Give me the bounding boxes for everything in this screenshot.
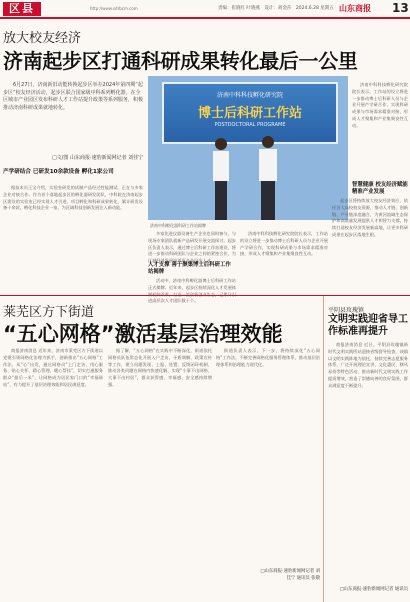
person-right-figure: [256, 134, 280, 220]
header-divider: [0, 17, 410, 19]
article1-subhead: 产学研结合 已研发10余款设备 孵化1家公司: [3, 169, 114, 175]
article1-col1: 据技术员王宝介绍，实验室研发的试制产品经过性能测试，正在与多家企业对接合作。作为首个落地起步区的孵化器研发团队，中科院在济南起步区建设的实验室已经实现人才引进、项目孵化和科研成果转化，累计研发设备十余款，孵化科技企业一家，为区域科技创新发展注入新动能。: [3, 185, 143, 211]
photo-banner: [162, 82, 338, 144]
article1-headline: 济南起步区打通科研成果转化最后一公里: [3, 49, 358, 73]
article1-byline: □文/图 山东商报·速豹新闻网记者 刘佳宁: [52, 155, 144, 161]
article1-box3-head: 智慧健康 校友经济赋能精准产业发展: [352, 182, 408, 195]
section-divider: [0, 295, 410, 296]
page-header: [0, 0, 410, 17]
article1-col3: 济南中科科技孵化研究院院长表示，工作站的设立将进一步推动博士后科研人员与企业开展产学研合作，实现科研成果与市场需求精准对接，形成人才聚集和产业集聚良性互动。: [240, 231, 328, 257]
article2-col2: 据了解，“五心网格”在实践中不断深化，街道依托网格员队伍常态化开展入户走访、矛盾调解、政策宣传等工作，建立问题发现、上报、处置、反馈闭环机制，推动各类问题在网格内快速化解，实现“小事不出网格、大事不出村居”，群众获得感、幸福感、安全感持续增强。: [108, 348, 212, 387]
article2-credit: □山东商报·速豹新闻网记者 刘佳宁 通讯员 张敬: [260, 569, 320, 581]
article1-lead: 6月27日，济南新旧动能转换起步区举办2024年第四期“起步区”校友经济活动，起步区联合国家级中科系列孵化器，在全区城市产业园区发布科研人才工作站提升政策等系列服务，积极推动济南科研成果就地转化。: [3, 82, 144, 111]
photo-caption: 济南中科孵化器科研工作站揭牌: [150, 223, 206, 228]
sidebar-credit: □山东商报·速豹新闻网记者 通讯员: [339, 587, 408, 592]
site-url: http://www.sdrbcm.com: [90, 6, 138, 11]
article2-col1: 商报济南消息 近年来，济南市莱芜区方下街道以党建引领网格化治理为抓手，创新推出“五心网格”工作法，从“心”出发，通过网格员“上门走访、用心服务、贴心关怀、精心管理、暖心帮扶”，切实打通服务群众“最后一米”，让网格成为居民家门口的“幸福驿站”，有力提升了基层治理效能和居民满意度。: [3, 348, 103, 387]
person-left-figure: [210, 136, 232, 220]
article1-col2b: 活动中，济南中科孵化器博士后科研工作站正式揭牌。近年来，起步区持续深化人才发展体 进高层次人才团队数十个。: [148, 278, 236, 304]
photo-banner-line3: POSTDOCTORAL PROGRAME: [214, 122, 286, 128]
sidebar-headline: 文明实践迎省导工作标准再提升: [328, 314, 408, 337]
sidebar-kicker: 平阴县玫瑰镇: [328, 307, 365, 314]
sidebar-divider: [323, 296, 324, 602]
article2-kicker: 莱芜区方下街道: [3, 305, 95, 320]
editor-meta: 责编：崔晓红 叶晓燕 设计：胡金莎 2024.6.28 星期五: [218, 6, 334, 11]
page-number: 13: [392, 1, 409, 15]
sidebar-body: 商报济南消息 近日，平阴县玫瑰镇新时代文明实践所站迎接省级督导检查，该镇以文明实践阵地为依托，持续完善志愿服务体系，广泛开展理论宣讲、文化惠民、移风易俗等特色活动，推动新时代文明实践工作提质增效，营造了崇德向善的良好氛围，群众满意度不断提升。: [328, 342, 408, 388]
article1-col2: 多家先进仪器设备生产企业也同时参与，与现场专家团队就新产品研发开展交流探讨。起步区负责人表示，通过博士后科研工作站建设，将进一步推动科研团队与企业之间的紧密合作，为区域经济发展培养更多高层次人才。: [148, 231, 236, 264]
article1-kicker: 放大校友经济: [3, 31, 82, 46]
photo-banner-line2: 博士后科研工作站: [197, 106, 302, 121]
section-label: 区县: [3, 2, 41, 16]
article2-col3: 街道负责人表示，下一步，将持续深化“五心网格”工作法，不断完善网格化服务管理体系，推动基层治理体系和治理能力现代化。: [216, 348, 320, 367]
article2-headline: “五心网格”激活基层治理效能: [3, 322, 283, 346]
article1-right-col-top: 济南中科科技孵化研究院院长表示，工作站的设立将进一步推动博士后科研人员与企业开展产学研合作，实现科研成果与市场需求精准对接，形成人才聚集和产业集聚良性互动。: [352, 82, 408, 128]
article1-col3b: 起步区将持续放大校友经济效应，依托各大高校校友资源，推动人才链、创新链、产业链深度融合，为黄河流域生态保护和高质量发展提供人才和智力支撑，持续打造校友经济发展新高地，让更多科研成果在起步区落地生根。: [332, 198, 408, 237]
article-photo: [148, 76, 348, 220]
brand-logo: 山东商报: [339, 4, 371, 13]
article1-box2-head: 人才支撑 善于聚集博士后科研工作站揭牌: [148, 262, 231, 275]
photo-banner-line1: 济南中科科技孵化研究院: [216, 92, 283, 99]
